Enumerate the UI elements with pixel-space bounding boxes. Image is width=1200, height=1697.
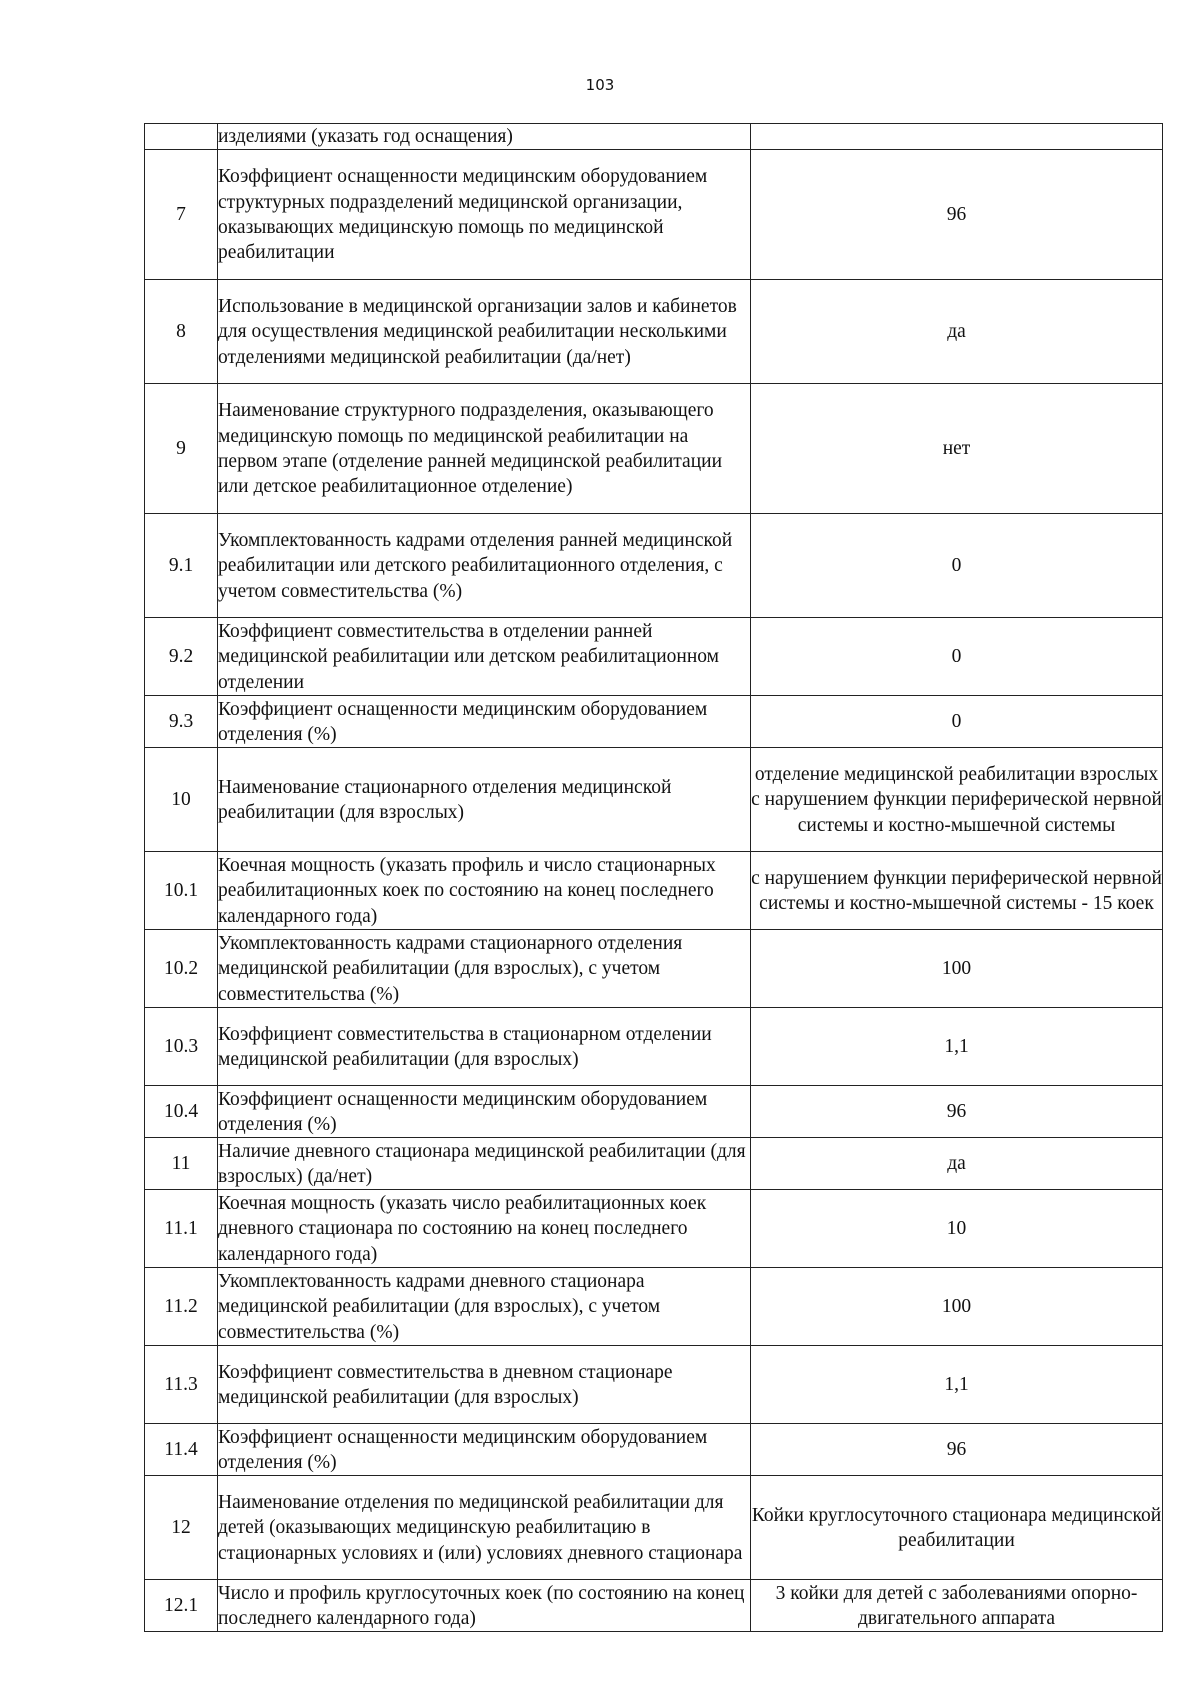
row-number: 12.1 (145, 1580, 218, 1632)
row-number: 10 (145, 748, 218, 852)
row-number: 7 (145, 150, 218, 280)
row-value: Койки круглосуточного стационара медицинской реабилитации (751, 1476, 1163, 1580)
table-row (145, 1476, 1163, 1580)
table-row (145, 280, 1163, 384)
indicators-table (144, 123, 1163, 1632)
row-value: с нарушением функции периферической нервной системы и костно-мышечной системы - 15 коек (751, 852, 1163, 930)
table-row (145, 852, 1163, 930)
page-number: 103 (585, 76, 615, 94)
row-value: да (751, 280, 1163, 384)
table-row (145, 1086, 1163, 1138)
row-number: 10.4 (145, 1086, 218, 1138)
row-value: 0 (751, 514, 1163, 618)
row-description: Коэффициент совместительства в отделении ранней медицинской реабилитации или детском реабилитационном отделении (218, 618, 751, 696)
row-description: Коэффициент совместительства в стационарном отделении медицинской реабилитации (для взрослых) (218, 1008, 751, 1086)
table-row (145, 514, 1163, 618)
row-description: Наименование отделения по медицинской реабилитации для детей (оказывающих медицинскую реабилитацию в стационарных условиях и (или) условиях дневного стационара (218, 1476, 751, 1580)
row-value: нет (751, 384, 1163, 514)
row-number: 9.3 (145, 696, 218, 748)
row-description: Коэффициент оснащенности медицинским оборудованием отделения (%) (218, 696, 751, 748)
row-value: 0 (751, 618, 1163, 696)
row-number: 9 (145, 384, 218, 514)
row-number: 10.2 (145, 930, 218, 1008)
row-description: Коэффициент совместительства в дневном стационаре медицинской реабилитации (для взрослых) (218, 1346, 751, 1424)
row-description: Укомплектованность кадрами дневного стационара медицинской реабилитации (для взрослых), с учетом совместительства (%) (218, 1268, 751, 1346)
row-number: 12 (145, 1476, 218, 1580)
table-row (145, 1346, 1163, 1424)
row-description: Укомплектованность кадрами стационарного отделения медицинской реабилитации (для взрослых), с учетом совместительства (%) (218, 930, 751, 1008)
row-number: 9.1 (145, 514, 218, 618)
table-row (145, 1190, 1163, 1268)
row-value: 96 (751, 1086, 1163, 1138)
row-description: Наименование структурного подразделения, оказывающего медицинскую помощь по медицинской реабилитации на первом этапе (отделение ранней медицинской реабилитации или детское реабилитационное отделение) (218, 384, 751, 514)
row-value: отделение медицинской реабилитации взрослых с нарушением функции периферической нервной системы и костно-мышечной системы (751, 748, 1163, 852)
row-description: Коечная мощность (указать число реабилитационных коек дневного стационара по состоянию на конец последнего календарного года) (218, 1190, 751, 1268)
row-number: 10.1 (145, 852, 218, 930)
row-number (145, 124, 218, 150)
row-description: Использование в медицинской организации залов и кабинетов для осуществления медицинской реабилитации несколькими отделениями медицинской реабилитации (да/нет) (218, 280, 751, 384)
row-number: 10.3 (145, 1008, 218, 1086)
row-value: 1,1 (751, 1008, 1163, 1086)
row-number: 11.2 (145, 1268, 218, 1346)
row-value: 3 койки для детей с заболеваниями опорно-двигательного аппарата (751, 1580, 1163, 1632)
table-row (145, 1580, 1163, 1632)
row-description: Коэффициент оснащенности медицинским оборудованием отделения (%) (218, 1424, 751, 1476)
row-description: Число и профиль круглосуточных коек (по состоянию на конец последнего календарного года) (218, 1580, 751, 1632)
table-row (145, 124, 1163, 150)
row-description: Наличие дневного стационара медицинской реабилитации (для взрослых) (да/нет) (218, 1138, 751, 1190)
row-value: 0 (751, 696, 1163, 748)
table-row (145, 1268, 1163, 1346)
row-value: 1,1 (751, 1346, 1163, 1424)
table-row (145, 930, 1163, 1008)
row-description: Коэффициент оснащенности медицинским оборудованием отделения (%) (218, 1086, 751, 1138)
row-value: 96 (751, 150, 1163, 280)
row-description: Коечная мощность (указать профиль и число стационарных реабилитационных коек по состоянию на конец последнего календарного года) (218, 852, 751, 930)
row-description: Наименование стационарного отделения медицинской реабилитации (для взрослых) (218, 748, 751, 852)
row-value: 10 (751, 1190, 1163, 1268)
row-number: 11 (145, 1138, 218, 1190)
table-row (145, 384, 1163, 514)
table-row (145, 150, 1163, 280)
row-value: 96 (751, 1424, 1163, 1476)
row-number: 11.3 (145, 1346, 218, 1424)
table-row (145, 1008, 1163, 1086)
row-description: Коэффициент оснащенности медицинским оборудованием структурных подразделений медицинской организации, оказывающих медицинскую помощь по медицинской реабилитации (218, 150, 751, 280)
table-row (145, 1424, 1163, 1476)
table-row (145, 696, 1163, 748)
row-description: Укомплектованность кадрами отделения ранней медицинской реабилитации или детского реабилитационного отделения, с учетом совместительства (%) (218, 514, 751, 618)
table-row (145, 618, 1163, 696)
row-value: 100 (751, 1268, 1163, 1346)
row-number: 11.4 (145, 1424, 218, 1476)
row-number: 8 (145, 280, 218, 384)
table-row (145, 748, 1163, 852)
row-description: изделиями (указать год оснащения) (218, 124, 751, 150)
row-value: да (751, 1138, 1163, 1190)
row-number: 11.1 (145, 1190, 218, 1268)
row-number: 9.2 (145, 618, 218, 696)
table-row (145, 1138, 1163, 1190)
row-value (751, 124, 1163, 150)
row-value: 100 (751, 930, 1163, 1008)
